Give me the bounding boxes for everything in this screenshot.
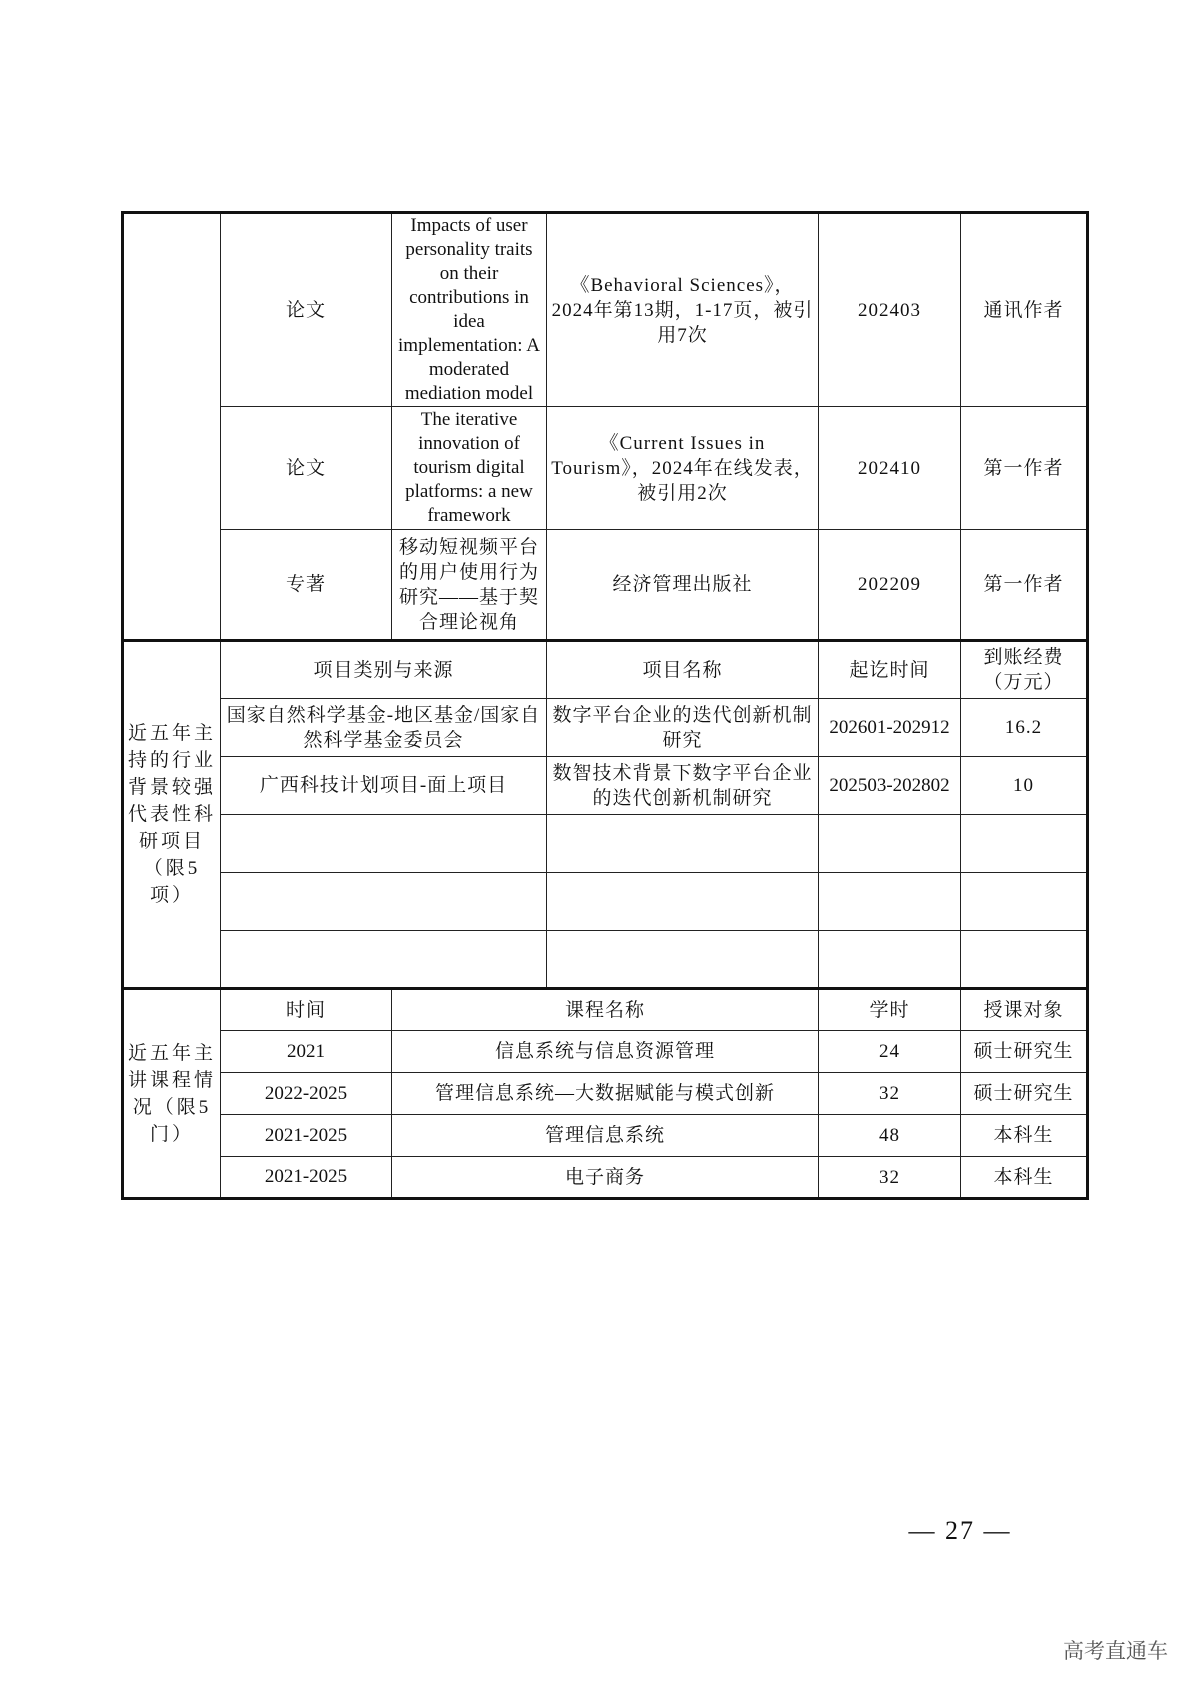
project-period: 202601-202912 [819,699,961,757]
project-row [123,699,1088,757]
projects-header-period: 起讫时间 [819,641,961,699]
publication-date: 202209 [819,530,961,641]
course-hours: 32 [819,1073,961,1115]
course-name: 电子商务 [392,1157,819,1199]
course-row [123,1157,1088,1199]
course-time: 2021 [221,1031,392,1073]
project-funding: 16.2 [961,699,1088,757]
projects-header-category: 项目类别与来源 [221,641,547,699]
publication-role: 第一作者 [961,407,1088,530]
course-audience: 本科生 [961,1115,1088,1157]
publication-source: 《Behavioral Sciences》，2024年第13期，1-17页，被引用7次 [547,213,819,407]
watermark: 高考直通车 [1063,1639,1168,1663]
publication-date: 202410 [819,407,961,530]
course-hours: 32 [819,1157,961,1199]
courses-header-row [123,989,1088,1031]
course-time: 2022-2025 [221,1073,392,1115]
publication-row [123,213,1088,407]
projects-section-label: 近五年主持的行业背景较强代表性科研项目（限5项） [123,641,221,989]
course-audience: 本科生 [961,1157,1088,1199]
projects-header-funding: 到账经费（万元） [961,641,1088,699]
publication-role: 第一作者 [961,530,1088,641]
course-time: 2021-2025 [221,1115,392,1157]
publication-type: 论文 [221,213,392,407]
publication-type: 专著 [221,530,392,641]
project-period: 202503-202802 [819,757,961,815]
course-name: 管理信息系统 [392,1115,819,1157]
courses-header-hours: 学时 [819,989,961,1031]
course-hours: 24 [819,1031,961,1073]
course-audience: 硕士研究生 [961,1031,1088,1073]
project-row-empty [123,931,1088,989]
course-audience: 硕士研究生 [961,1073,1088,1115]
course-name: 信息系统与信息资源管理 [392,1031,819,1073]
page-number: — 27 — [908,1516,1012,1545]
projects-header-name: 项目名称 [547,641,819,699]
project-row-empty [123,815,1088,873]
course-time: 2021-2025 [221,1157,392,1199]
publication-role: 通讯作者 [961,213,1088,407]
course-hours: 48 [819,1115,961,1157]
courses-header-time: 时间 [221,989,392,1031]
course-row [123,1073,1088,1115]
courses-header-audience: 授课对象 [961,989,1088,1031]
publication-title: The iterative innovation of tourism digital platforms: a new framework [392,407,547,530]
courses-section-label: 近五年主讲课程情况（限5门） [123,989,221,1199]
publication-source: 经济管理出版社 [547,530,819,641]
project-funding: 10 [961,757,1088,815]
publication-date: 202403 [819,213,961,407]
course-row [123,1031,1088,1073]
project-category: 国家自然科学基金-地区基金/国家自然科学基金委员会 [221,699,547,757]
publication-title: 移动短视频平台的用户使用行为研究——基于契合理论视角 [392,530,547,641]
course-row [123,1115,1088,1157]
courses-header-name: 课程名称 [392,989,819,1031]
project-name: 数字平台企业的迭代创新机制研究 [547,699,819,757]
publication-title: Impacts of user personality traits on their contributions in idea implementation: A moderated mediation model [392,213,547,407]
publication-row [123,407,1088,530]
project-name: 数智技术背景下数字平台企业的迭代创新机制研究 [547,757,819,815]
achievements-table [121,211,1089,1200]
project-row-empty [123,873,1088,931]
publications-section-label [123,213,221,641]
course-name: 管理信息系统—大数据赋能与模式创新 [392,1073,819,1115]
publication-type: 论文 [221,407,392,530]
project-category: 广西科技计划项目-面上项目 [221,757,547,815]
publication-source: 《Current Issues in Tourism》，2024年在线发表，被引用2次 [547,407,819,530]
project-row [123,757,1088,815]
publication-row [123,530,1088,641]
projects-header-row [123,641,1088,699]
